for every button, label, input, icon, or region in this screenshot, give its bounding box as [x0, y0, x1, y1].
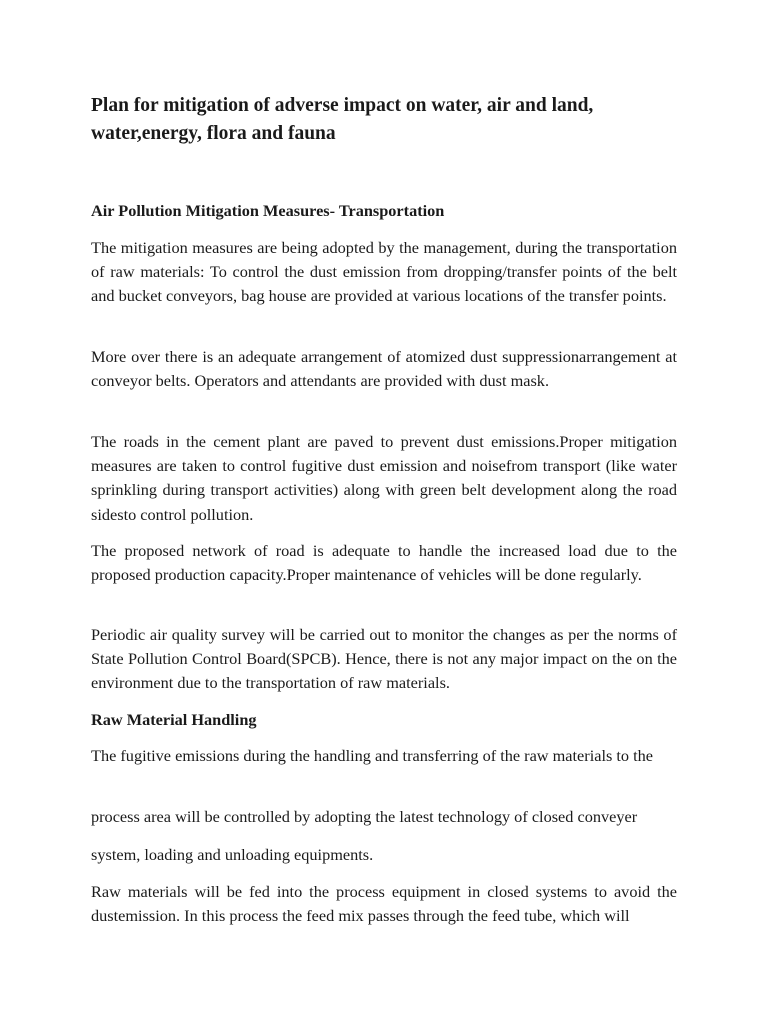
paragraph: The fugitive emissions during the handling and transferring of the raw materials to the — [91, 746, 654, 765]
paragraph: The roads in the cement plant are paved to prevent dust emissions.Proper mitigation measures are taken to control fugitive dust emission and noisefrom transport (like water sprinkling during transport activities) along with green belt development along the road sidesto control pollution. — [91, 432, 677, 524]
paragraph: The mitigation measures are being adopted by the management, during the transportation of raw materials: To control the dust emission from dropping/transfer points of the belt and bucket conveyors, bag house are provided at various locations of the transfer points. — [91, 238, 677, 306]
document-title: Plan for mitigation of adverse impact on water, air and land, water,energy, flora and fauna — [91, 95, 594, 144]
paragraph: process area will be controlled by adopting the latest technology of closed conveyer — [91, 807, 638, 826]
paragraph: More over there is an adequate arrangement of atomized dust suppressionarrangement at conveyor belts. Operators and attendants are provided with dust mask. — [91, 347, 677, 391]
paragraph: The proposed network of road is adequate to handle the increased load due to the proposed production capacity.Proper maintenance of vehicles will be done regularly. — [91, 541, 677, 585]
paragraph: system, loading and unloading equipments. — [91, 845, 374, 864]
section-heading-air-pollution: Air Pollution Mitigation Measures- Transportation — [91, 201, 445, 220]
section-heading-raw-material-handling: Raw Material Handling — [91, 710, 257, 729]
paragraph: Periodic air quality survey will be carried out to monitor the changes as per the norms of State Pollution Control Board(SPCB). Hence, there is not any major impact on the on the environment due to the transportation of raw materials. — [91, 625, 677, 693]
paragraph: Raw materials will be fed into the process equipment in closed systems to avoid the dustemission. In this process the feed mix passes through the feed tube, which will — [91, 882, 677, 926]
